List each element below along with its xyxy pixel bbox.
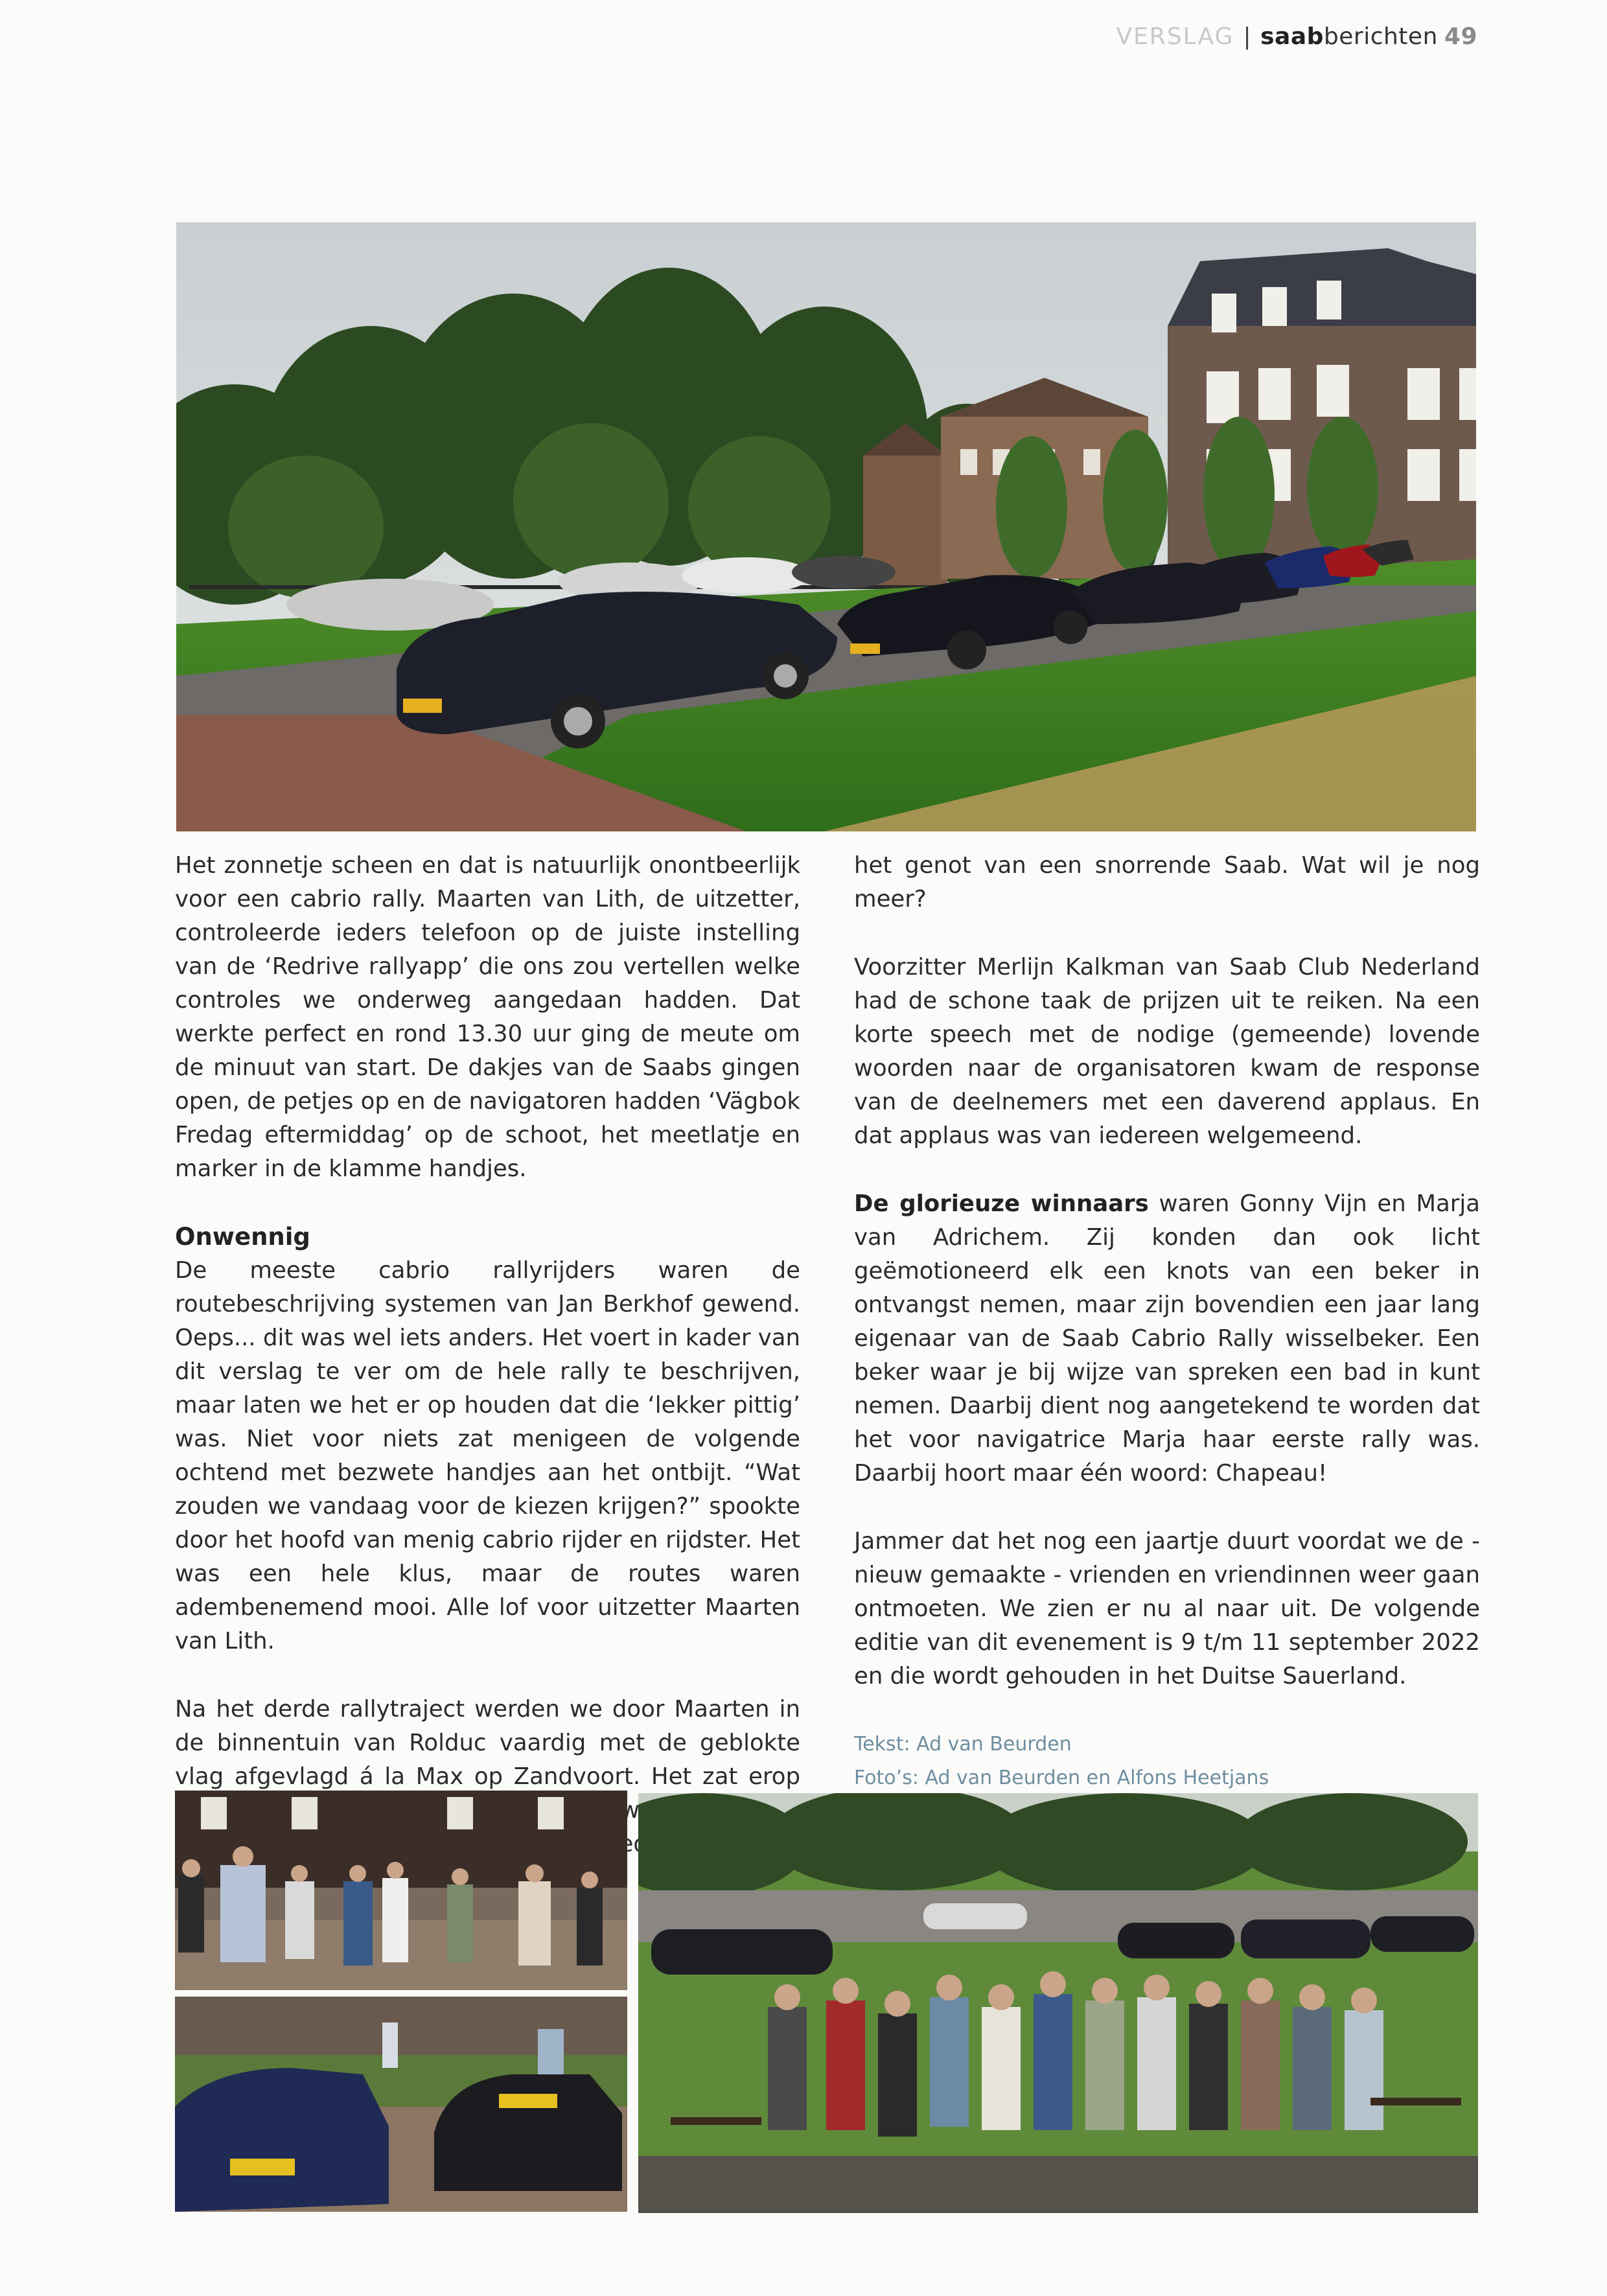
section-label: VERSLAG <box>1116 23 1234 50</box>
photo-courtyard-crowd <box>175 1791 627 1990</box>
article-paragraph-finish: Na het derde rallytraject werden we door Maarten in de binnentuin van Rolduc vaardig met de geblokte vlag afgevlagd á la Max op Zandvoort. Het zat erop gereden, <box>175 1696 800 1857</box>
article-paragraph-prizes: Voorzitter Merlijn Kalkman van Saab Club Nederland had de schone taak de prijzen uit te reiken. Na een korte speech met de nodige (gemeende) lovende woorden naar de organisatoren kwam de response van de deelnemers met een daverend applaus. En dat applaus was van iedereen welgemeend. <box>854 954 1480 1149</box>
winners-text: waren Gonny Vijn en Marja van Adrichem. Zij konden dan ook licht geëmotioneerd elk een knots van een beker in ontvangst nemen, maar zijn bovendien een jaar lang eigenaar van de Saab Cabrio Rally wisselbeker. Een beker waar je bij wijze van spreken een bad in kunt nemen. Daarbij dient nog aangetekend te worden dat het voor navigatrice Marja haar eerste rally was. Daarbij hoort maar één woord: Chapeau! <box>854 1190 1480 1487</box>
winners-lead-in: De glorieuze winnaars <box>854 1190 1149 1217</box>
photo-group-participants <box>638 1793 1478 2213</box>
header-divider: | <box>1243 23 1252 50</box>
section-heading-onwennig: Onwennig <box>175 1223 310 1251</box>
photo-two-saabs <box>175 1997 627 2212</box>
running-header <box>1116 23 1477 50</box>
article-paragraph-continuation: het genot van een snorrende Saab. Wat wil je nog meer? <box>854 852 1480 912</box>
photo-parked-cabrios <box>176 222 1476 831</box>
magazine-name-regular: berichten <box>1323 23 1438 50</box>
page-number: 49 <box>1444 23 1477 50</box>
magazine-name-bold: saab <box>1260 23 1324 50</box>
article-paragraph-winners <box>854 1187 1480 1490</box>
article-intro-paragraph: Het zonnetje scheen en dat is natuurlijk onontbeerlijk voor een cabrio rally. Maarten van Lith, de uitzetter, controleerde ieders telefoon op de juiste instelling van de ‘Redrive rallyapp’ die ons zou vertellen welke controles we onderweg aangedaan hadden. Dat werkte perfect en rond 13.30 uur ging de meute om de minuut van start. De dakjes van de Saabs gingen open, de petjes op en de navigatoren hadden ‘Vägbok Fredag eftermiddag’ op de schoot, het meetlatje en marker in de klamme handjes. <box>175 852 800 1182</box>
article-paragraph-next-edition: Jammer dat het nog een jaartje duurt voordat we de - nieuw gemaakte - vrienden en vriendinnen weer gaan ontmoeten. We zien er nu al naar uit. De volgende editie van dit evenement is 9 t/m 11 september 2022 en die wordt gehouden in het Duitse Sauerland. <box>854 1528 1480 1689</box>
article-column-right <box>854 849 1480 1829</box>
article-paragraph-routes: De meeste cabrio rallyrijders waren de routebeschrijving systemen van Jan Berkhof gewend. Oeps... dit was wel iets anders. Het voert in kader van dit verslag te ver om de hele rally te beschrijven, maar laten we het er op houden dat die ‘lekker pittig’ was. Niet voor niets zat menigeen de volgende ochtend met bezwete handjes aan het ontbijt. “Wat zouden we vandaag voor de kiezen krijgen?” spookte door het hoofd van menig cabrio rijder en rijdster. Het was een hele klus, maar de routes waren adembenemend mooi. Alle lof voor uitzetter Maarten van Lith. <box>175 1257 800 1654</box>
article-column-left <box>175 849 800 1895</box>
credit-photos: Foto’s: Ad van Beurden en Alfons Heetjans <box>854 1767 1269 1789</box>
credit-text-author: Tekst: Ad van Beurden <box>854 1733 1072 1756</box>
